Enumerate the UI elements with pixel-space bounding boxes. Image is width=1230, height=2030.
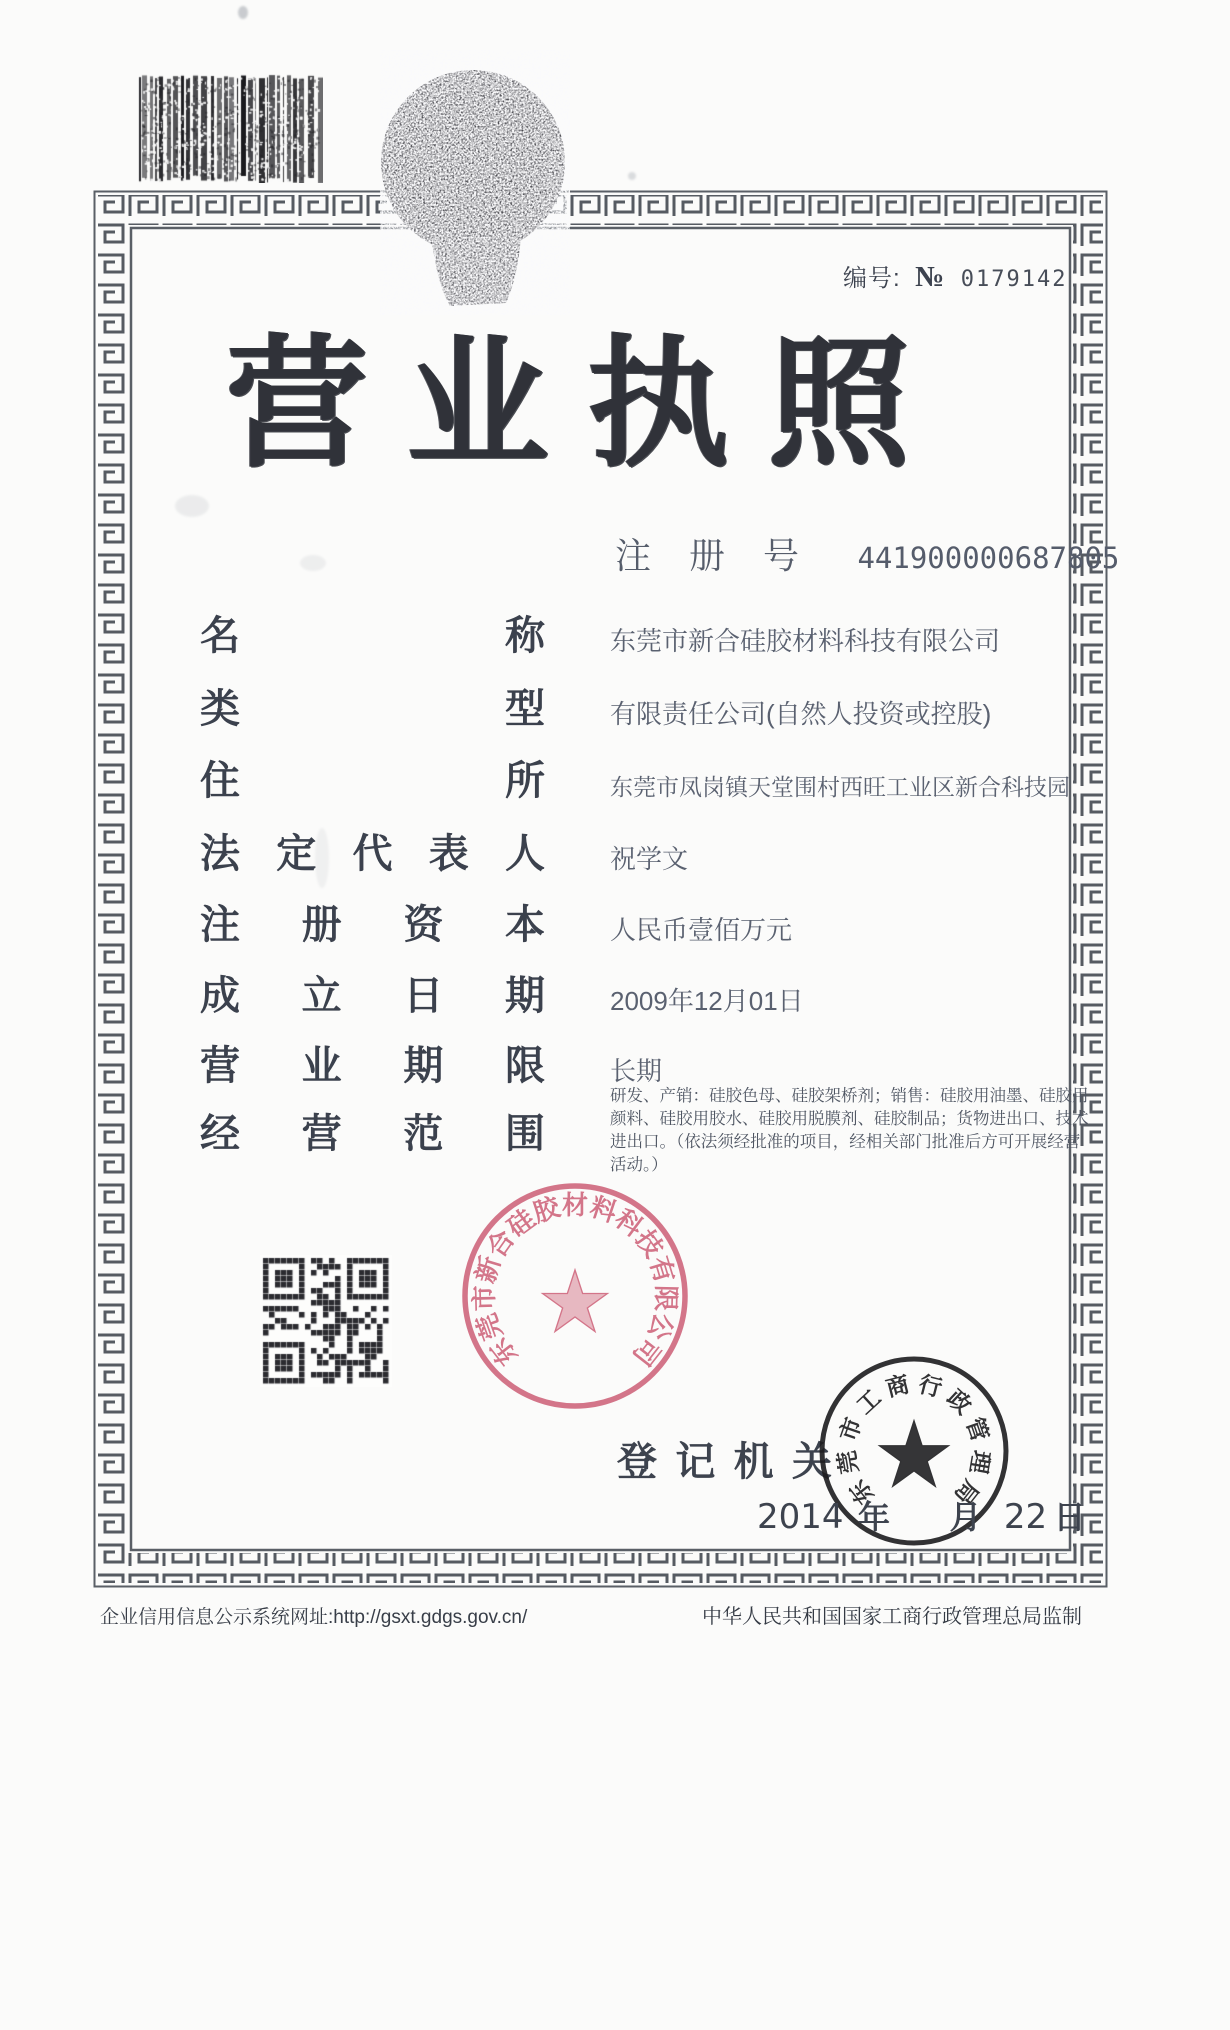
field-value: 有限责任公司(自然人投资或控股) [610,699,992,729]
day-character: 日 [1053,1499,1086,1535]
company-red-seal [460,1181,690,1411]
license-title [226,325,910,484]
scan-speck [175,495,209,517]
field-row-type [200,685,1110,737]
svg-text:科: 科 [609,1203,649,1243]
field-value: 祝学文 [610,844,689,874]
year-character: 年 [857,1499,890,1535]
svg-text:莞: 莞 [470,1309,508,1345]
svg-text:公: 公 [642,1309,680,1345]
svg-text:料: 料 [586,1191,621,1228]
svg-text:硅: 硅 [501,1203,541,1243]
field-value: 2009年12月01日 [610,986,804,1016]
month-character: 月 [949,1499,982,1535]
field-row-registered-capital [200,901,1110,953]
field-value: 长期 [610,1056,663,1086]
field-label: 成立日期 [200,974,545,1018]
svg-text:新: 新 [469,1252,507,1287]
field-label: 注册资本 [200,903,545,947]
svg-text:东: 东 [483,1332,524,1372]
issue-year: 2014 [757,1497,844,1537]
field-row-legal-representative [200,830,1110,882]
scan-speck [300,555,326,571]
national-emblem [380,50,570,315]
field-label: 名称 [200,614,545,658]
field-row-business-scope [200,1087,1110,1174]
qr-code [260,1255,392,1387]
svg-text:理: 理 [965,1448,995,1476]
issue-day: 22 [1003,1497,1048,1537]
svg-text:工: 工 [851,1384,886,1420]
field-row-establish-date [200,972,1110,1024]
svg-text:局: 局 [949,1475,985,1510]
title-char: 营 [226,325,368,484]
issuer-label: 登 记 机 关 [617,1440,832,1484]
svg-text:东: 东 [843,1475,879,1510]
field-value: 人民币壹佰万元 [610,915,793,945]
barcode [137,73,323,183]
svg-text:商: 商 [883,1370,912,1402]
svg-text:莞: 莞 [833,1448,863,1476]
issue-date-line [757,1492,1086,1538]
numero-sign: № [915,261,945,293]
field-label: 营业期限 [200,1044,545,1088]
field-label: 类型 [200,687,545,731]
footer-publicity-url: 企业信用信息公示系统网址:http://gsxt.gdgs.gov.cn/ [100,1607,528,1628]
svg-text:管: 管 [961,1414,994,1445]
registration-number-line [615,528,1119,579]
svg-text:限: 限 [650,1284,682,1312]
svg-text:胶: 胶 [529,1191,564,1228]
svg-text:市: 市 [834,1414,867,1445]
serial-label: 编号: [843,265,901,292]
field-label: 经营范围 [200,1112,545,1156]
footer-issuing-authority: 中华人民共和国国家工商行政管理总局监制 [702,1606,1082,1628]
field-value: 东莞市新合硅胶材料科技有限公司 [610,626,1001,656]
registration-number-value: 441900000687805 [857,541,1120,575]
field-label: 住所 [200,759,545,803]
svg-text:司: 司 [626,1332,667,1372]
svg-text:行: 行 [916,1370,945,1402]
field-row-address [200,757,1110,809]
serial-number-line [843,258,1067,294]
scan-speck [628,172,636,180]
svg-text:合: 合 [480,1224,521,1263]
field-row-name [200,612,1110,664]
serial-number: 0179142 [960,267,1068,292]
scan-speck [238,6,248,19]
svg-text:材: 材 [561,1190,589,1220]
field-label: 法定代表人 [200,832,545,876]
scan-speck [315,828,329,888]
field-value: 研发、产销：硅胶色母、硅胶架桥剂；销售：硅胶用油墨、硅胶用颜料、硅胶用胶水、硅胶用脱膜剂、硅胶制品；货物进出口、技术进出口。（依法须经批准的项目，经相关部门批准后方可开展经营活动。） [610,1087,1089,1174]
svg-text:政: 政 [942,1384,977,1420]
svg-text:市: 市 [468,1284,500,1312]
svg-text:有: 有 [643,1252,681,1287]
registration-number-label: 注 册 号 [615,535,814,576]
title-char: 业 [406,325,549,484]
svg-text:技: 技 [629,1224,670,1263]
title-char: 执 [587,325,730,484]
title-char: 照 [767,325,910,484]
field-value: 东莞市凤岗镇天堂围村西旺工业区新合科技园 [610,774,1070,800]
